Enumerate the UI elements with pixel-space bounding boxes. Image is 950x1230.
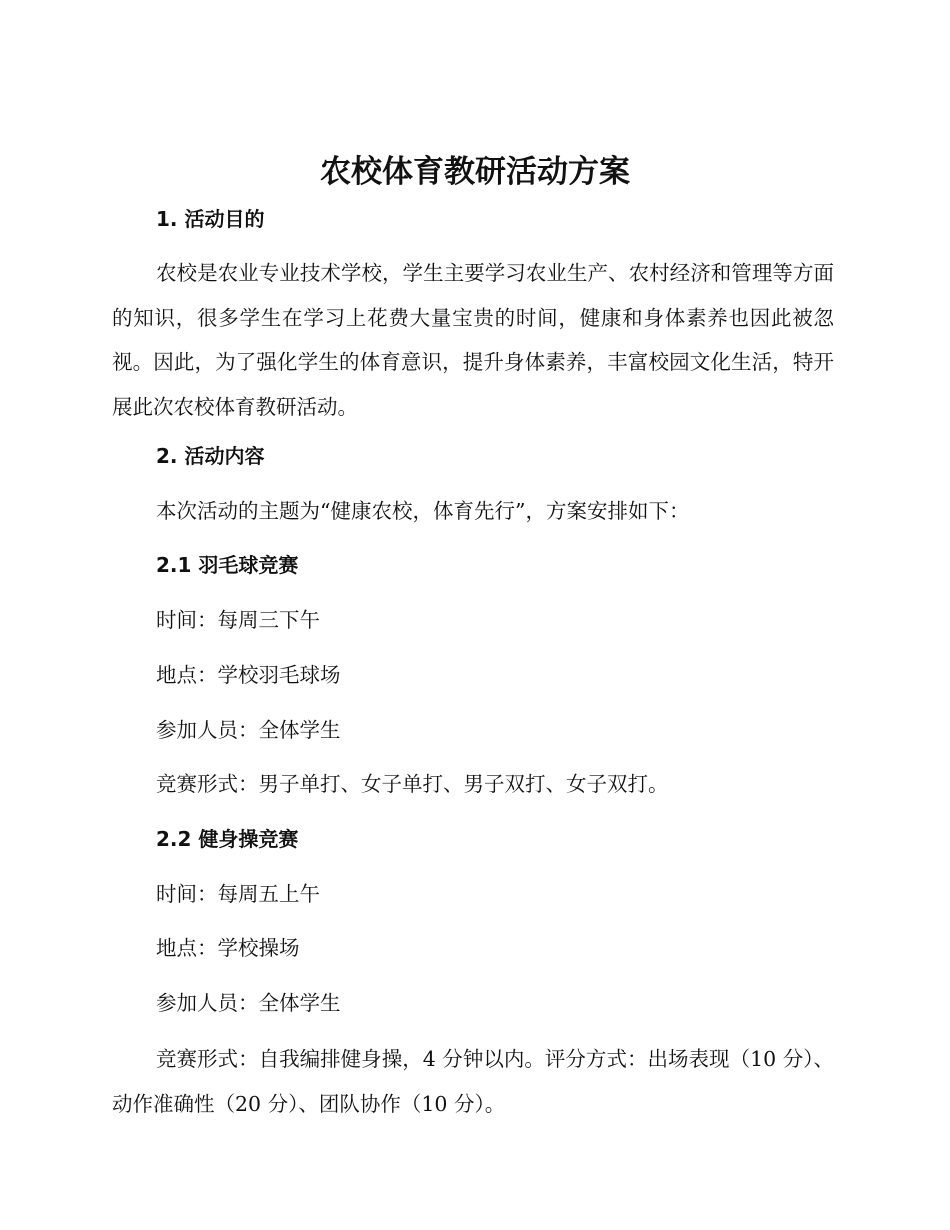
section-1-heading: 1. 活动目的	[156, 207, 265, 231]
badminton-place: 地点：学校羽毛球场	[156, 663, 341, 687]
badminton-format: 竞赛形式：男子单打、女子单打、男子双打、女子双打。	[156, 772, 669, 796]
aerobics-time: 时间：每周五上午	[156, 882, 320, 906]
section-2-1-heading: 2.1 羽毛球竞赛	[156, 553, 299, 577]
section-2-2-heading: 2.2 健身操竞赛	[156, 827, 299, 851]
page-title: 农校体育教研活动方案	[320, 154, 630, 190]
aerobics-place: 地点：学校操场	[156, 936, 300, 960]
section-2-heading: 2. 活动内容	[156, 444, 265, 468]
aerobics-format: 竞赛形式：自我编排健身操，4 分钟以内。评分方式：出场表现（10 分）、动作准确性（20 分）、团队协作（10 分）。	[112, 1047, 834, 1116]
aerobics-participants: 参加人员：全体学生	[156, 991, 341, 1015]
section-1-paragraph: 农校是农业专业技术学校，学生主要学习农业生产、农村经济和管理等方面的知识，很多学生在学习上花费大量宝贵的时间，健康和身体素养也因此被忽视。因此，为了强化学生的体育意识，提升身体素养，丰富校园文化生活，特开展此次农校体育教研活动。	[112, 261, 834, 420]
badminton-time: 时间：每周三下午	[156, 608, 320, 632]
section-2-intro: 本次活动的主题为“健康农校，体育先行”，方案安排如下：	[156, 499, 690, 523]
badminton-participants: 参加人员：全体学生	[156, 718, 341, 742]
